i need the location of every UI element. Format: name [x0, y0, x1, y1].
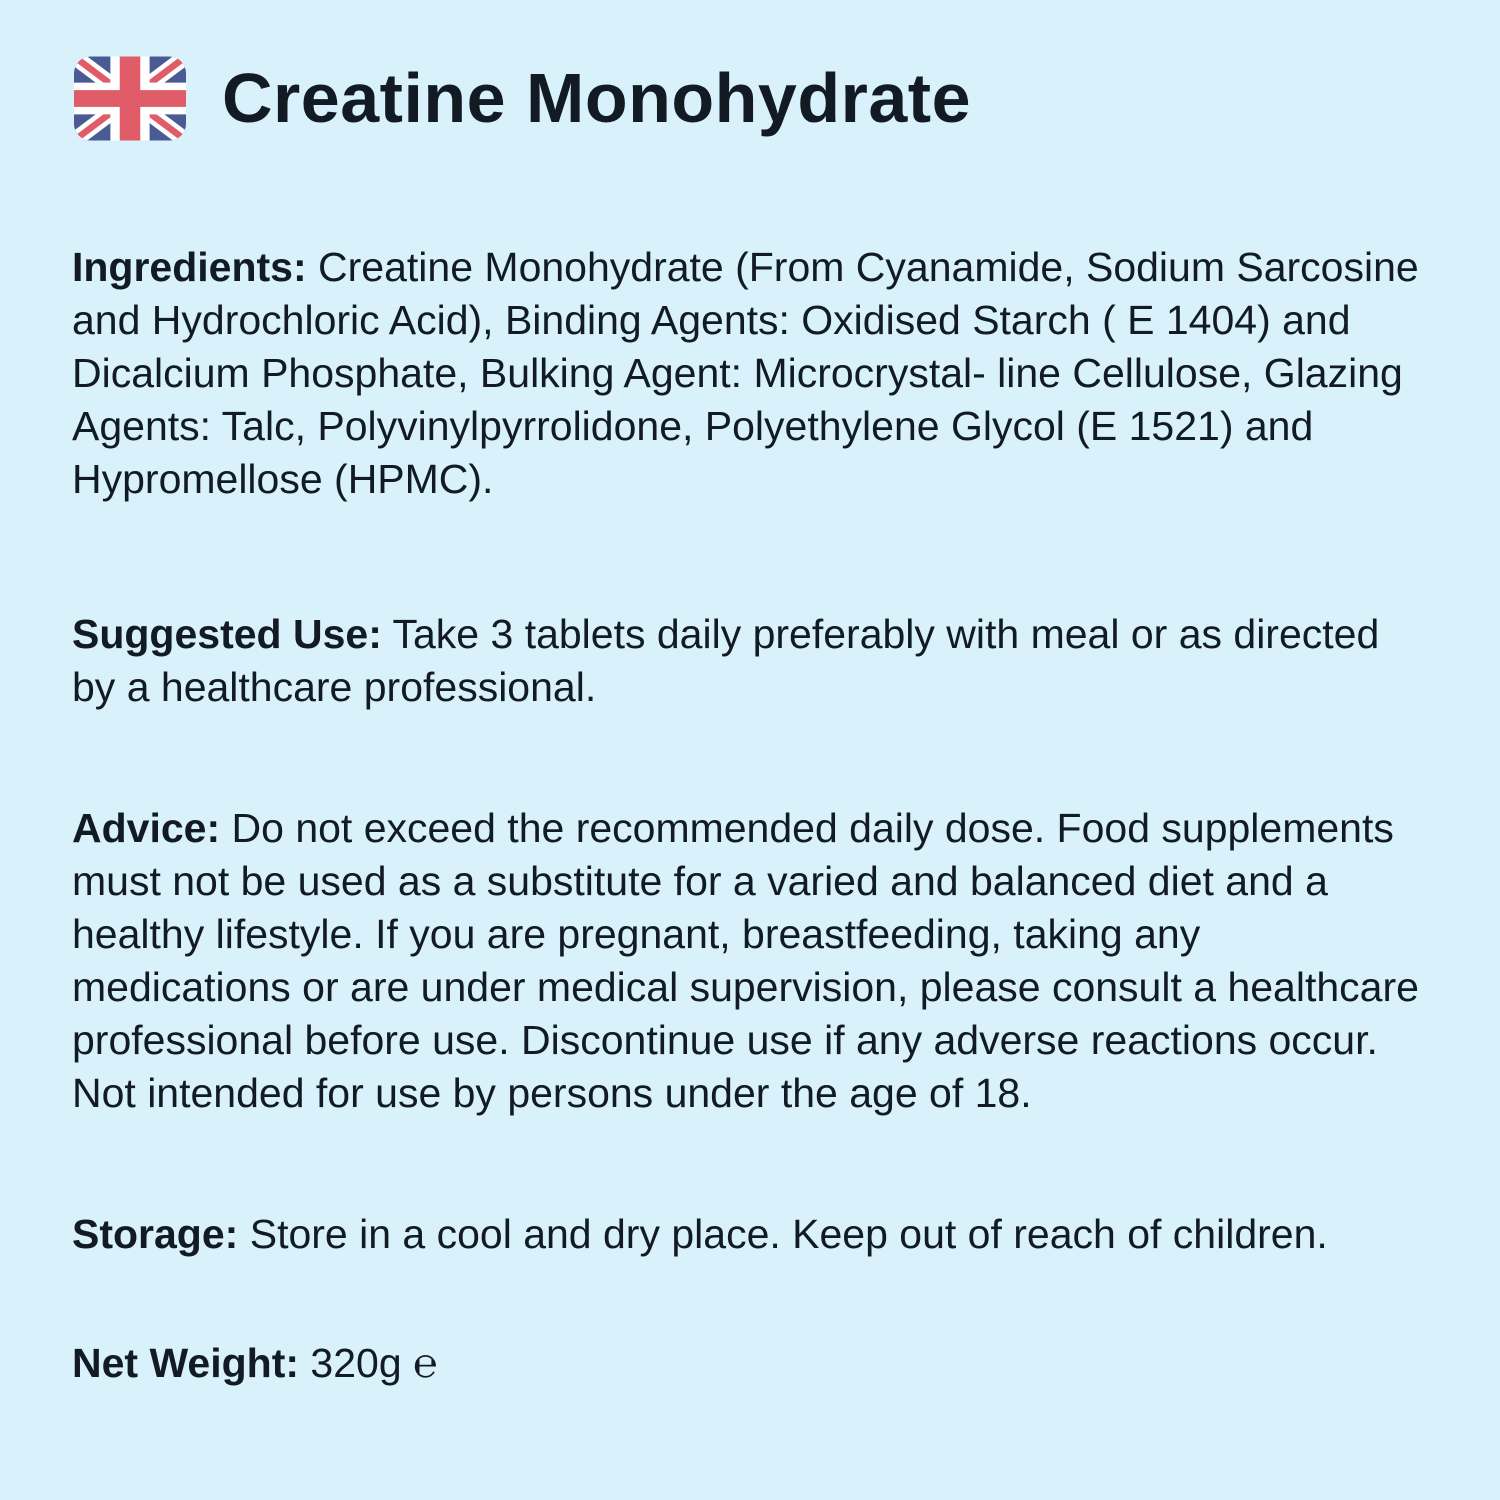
advice-section: [72, 802, 1428, 1120]
storage-text: Store in a cool and dry place. Keep out of reach of children.: [249, 1211, 1328, 1257]
storage-section: [72, 1208, 1428, 1261]
net-weight-section: [72, 1337, 1428, 1390]
net-weight-value: 320g ℮: [310, 1340, 438, 1386]
suggested-use-text: Take 3 tablets daily preferably with meal or as directed by a healthcare professional.: [72, 611, 1380, 710]
advice-text: Do not exceed the recommended daily dose. Food supplements must not be used as a substitute for a varied and balanced diet and a healthy lifestyle. If you are pregnant, breastfeeding, taking any medications or are under medical supervision, please consult a healthcare professional before use. Discontinue use if any adverse reactions occur. Not intended for use by persons under the age of 18.: [72, 805, 1419, 1116]
advice-label: Advice:: [72, 805, 221, 851]
ingredients-text: Creatine Monohydrate (From Cyanamide, Sodium Sarcosine and Hydrochloric Acid), Binding Agents: Oxidised Starch ( E 1404) and Dicalcium Phosphate, Bulking Agent: Microcrystal- line Cellulose, Glazing Agents: Talc, Polyvinylpyrrolidone, Polyethylene Glycol (E 1521) and Hypromellose (HPMC).: [72, 244, 1419, 502]
header: [74, 56, 1428, 141]
uk-flag-icon: [74, 56, 186, 141]
label-sections: [72, 241, 1428, 1390]
suggested-use-section: [72, 608, 1428, 714]
suggested-use-label: Suggested Use:: [72, 611, 382, 657]
storage-label: Storage:: [72, 1211, 239, 1257]
ingredients-section: [72, 241, 1428, 506]
page-title: Creatine Monohydrate: [222, 59, 971, 137]
ingredients-label: Ingredients:: [72, 244, 307, 290]
net-weight-label: Net Weight:: [72, 1340, 300, 1386]
